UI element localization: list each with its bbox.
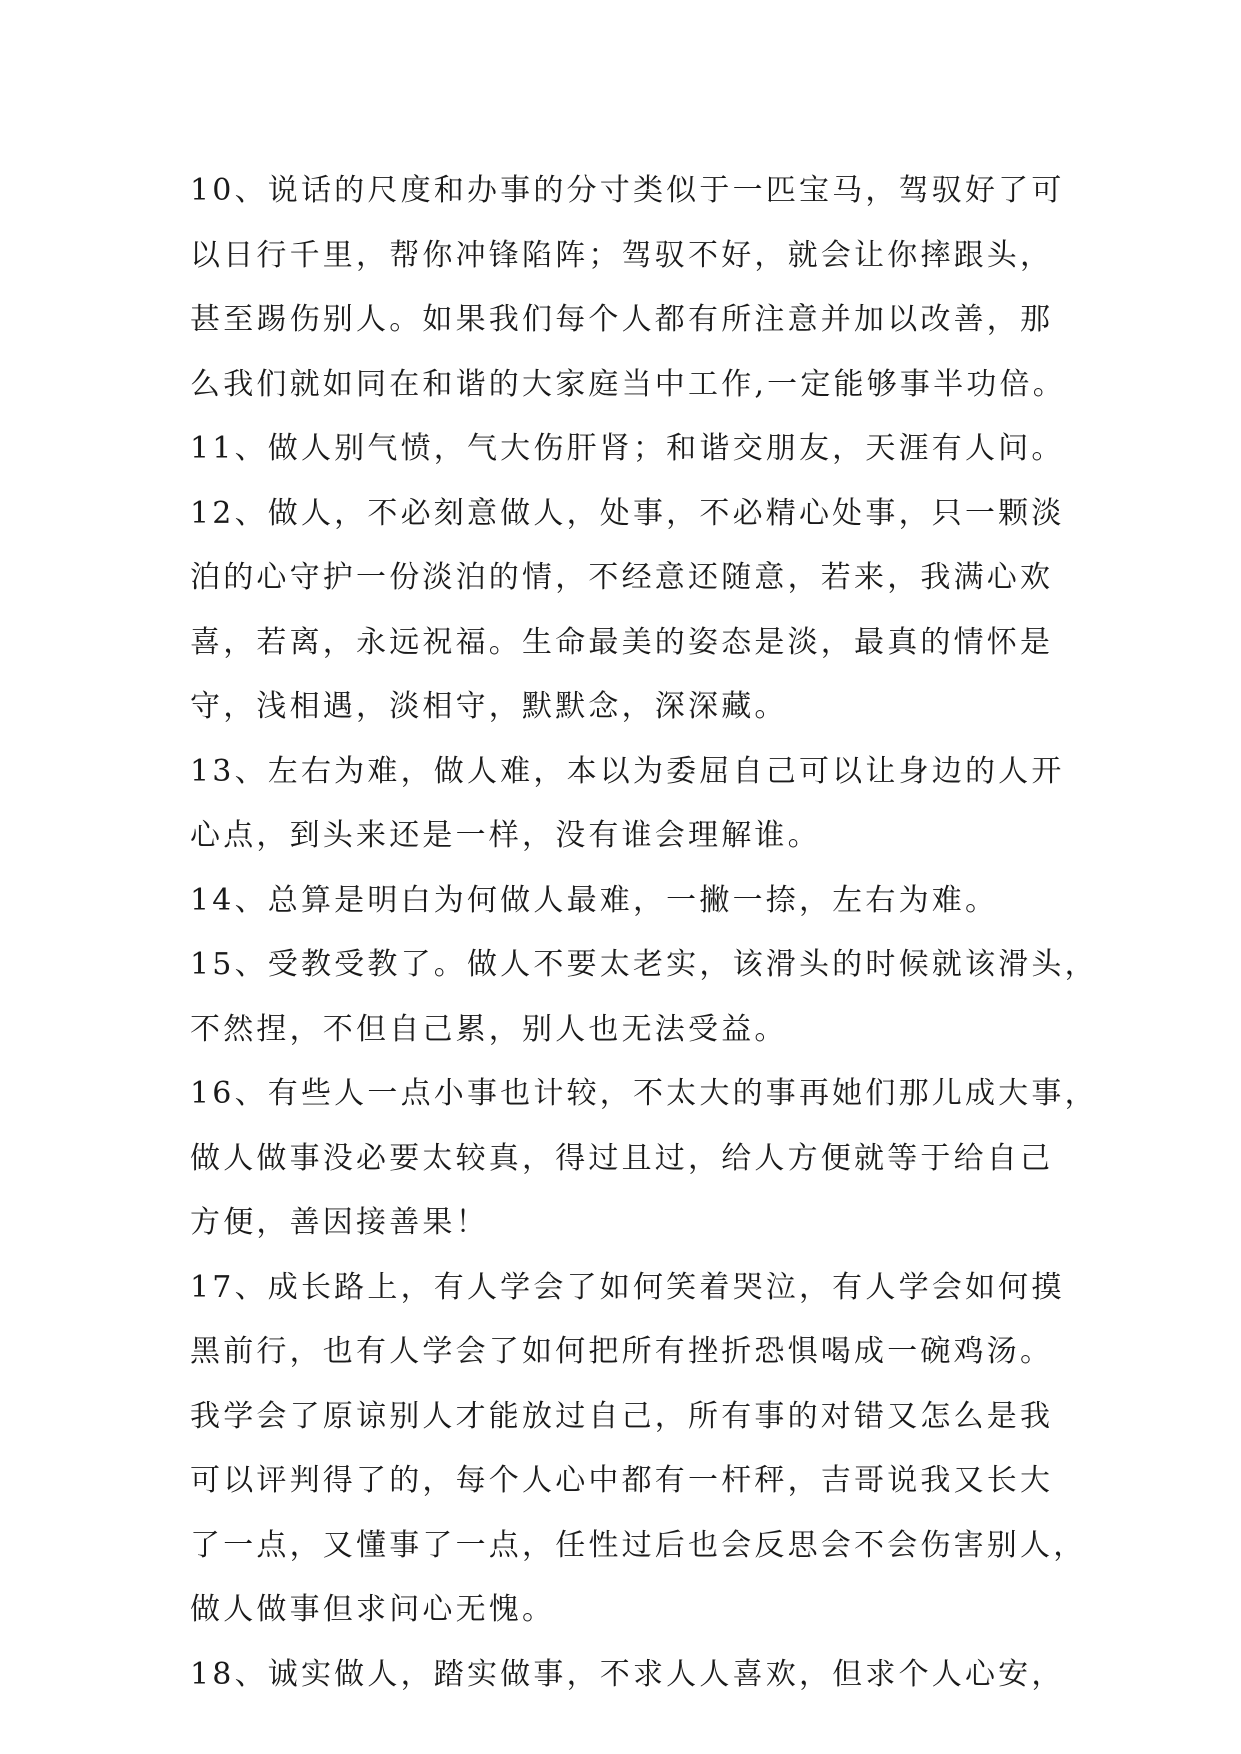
body-text (190, 159, 1098, 1707)
text-line: 做人做事但求问心无愧。 (190, 1592, 556, 1627)
text-line: 么我们就如同在和谐的大家庭当中工作,一定能够事半功倍。 (190, 366, 1066, 402)
text-line: 10、说话的尺度和办事的分寸类似于一匹宝马，驾驭好了可 (190, 173, 1065, 208)
text-line: 不然捏，不但自己累，别人也无法受益。 (190, 1011, 788, 1047)
text-line: 14、总算是明白为何做人最难，一撇一捺，左右为难。 (190, 882, 999, 918)
text-line: 喜，若离，永远祝福。生命最美的姿态是淡，最真的情怀是 (190, 624, 1054, 660)
text-line: 18、诚实做人，踏实做事，不求人人喜欢，但求个人心安， (190, 1656, 1065, 1692)
text-line: 做人做事没必要太较真，得过且过，给人方便就等于给自己 (190, 1140, 1054, 1176)
text-line: 守，浅相遇，淡相守，默默念，深深藏。 (190, 689, 788, 724)
text-line: 以日行千里，帮你冲锋陷阵；驾驭不好，就会让你摔跟头， (190, 237, 1054, 273)
text-line: 方便，善因接善果！ (190, 1205, 489, 1240)
text-line: 甚至踢伤别人。如果我们每个人都有所注意并加以改善，那 (190, 302, 1054, 337)
text-line: 11、做人别气愤，气大伤肝肾；和谐交朋友，天涯有人问。 (190, 431, 1065, 466)
text-line: 心点，到头来还是一样，没有谁会理解谁。 (190, 818, 821, 853)
text-line: 15、受教受教了。做人不要太老实，该滑头的时候就该滑头， (190, 947, 1098, 982)
text-line: 13、左右为难，做人难，本以为委屈自己可以让身边的人开 (190, 753, 1065, 789)
text-line: 泊的心守护一份淡泊的情，不经意还随意，若来，我满心欢 (190, 560, 1054, 595)
text-line: 12、做人，不必刻意做人，处事，不必精心处事，只一颗淡 (190, 495, 1065, 531)
text-line: 我学会了原谅别人才能放过自己，所有事的对错又怎么是我 (190, 1398, 1054, 1434)
text-line: 黑前行，也有人学会了如何把所有挫折恐惧喝成一碗鸡汤。 (190, 1334, 1054, 1369)
text-line: 了一点，又懂事了一点，任性过后也会反思会不会伤害别人， (190, 1527, 1087, 1563)
text-line: 17、成长路上，有人学会了如何笑着哭泣，有人学会如何摸 (190, 1269, 1065, 1305)
text-line: 16、有些人一点小事也计较，不太大的事再她们那儿成大事， (190, 1076, 1098, 1111)
text-line: 可以评判得了的，每个人心中都有一杆秤，吉哥说我又长大 (190, 1463, 1054, 1498)
